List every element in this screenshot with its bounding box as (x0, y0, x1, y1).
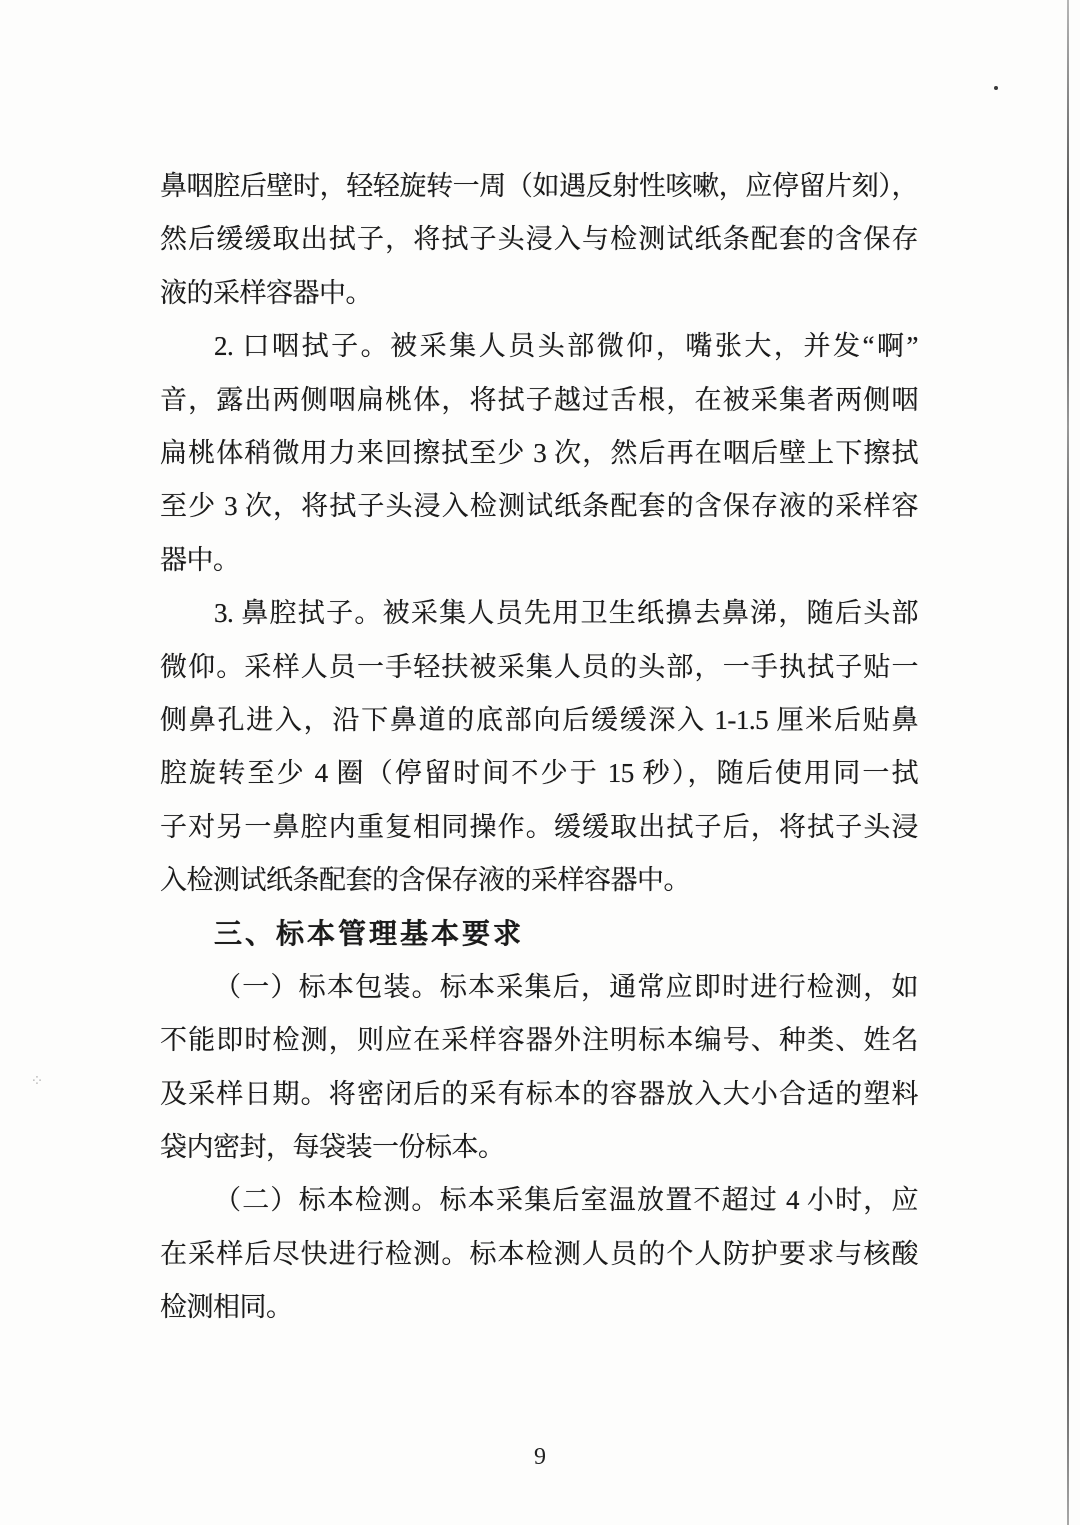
text-line: （二）标本检测。标本采集后室温放置不超过 4 小时，应 (214, 1185, 918, 1216)
text-line: 然后缓缓取出拭子，将拭子头浸入与检测试纸条配套的含保存 (160, 224, 918, 255)
text-line: 在采样后尽快进行检测。标本检测人员的个人防护要求与核酸 (160, 1238, 918, 1269)
text-line: 至少 3 次，将拭子头浸入检测试纸条配套的含保存液的采样容 (160, 491, 918, 522)
text-line: 液的采样容器中。 (160, 277, 372, 308)
section-heading: 三、标本管理基本要求 (214, 918, 525, 950)
text-line: 及采样日期。将密闭后的采有标本的容器放入大小合适的塑料 (160, 1078, 918, 1109)
page-number: 9 (534, 1444, 546, 1470)
scan-smudge-artifact: ⁘ (30, 1071, 44, 1090)
text-line: 腔旋转至少 4 圈（停留时间不少于 15 秒），随后使用同一拭 (160, 758, 918, 789)
text-line: 3. 鼻腔拭子。被采集人员先用卫生纸擤去鼻涕，随后头部 (214, 598, 918, 629)
text-line: 检测相同。 (160, 1292, 293, 1323)
scan-dot-artifact (994, 86, 998, 90)
text-line: 器中。 (160, 544, 240, 575)
text-line: 不能即时检测，则应在采样容器外注明标本编号、种类、姓名 (160, 1025, 918, 1056)
text-line: 微仰。采样人员一手轻扶被采集人员的头部，一手执拭子贴一 (160, 651, 918, 682)
text-line: 子对另一鼻腔内重复相同操作。缓缓取出拭子后，将拭子头浸 (160, 811, 918, 842)
text-line: 袋内密封，每袋装一份标本。 (160, 1132, 505, 1163)
text-line: 扁桃体稍微用力来回擦拭至少 3 次，然后再在咽后壁上下擦拭 (160, 437, 918, 468)
text-line: 入检测试纸条配套的含保存液的采样容器中。 (160, 865, 690, 896)
text-line: 音，露出两侧咽扁桃体，将拭子越过舌根，在被采集者两侧咽 (160, 384, 918, 415)
text-line: 2. 口咽拭子。被采集人员头部微仰，嘴张大，并发“啊” (214, 331, 918, 362)
text-block (160, 160, 918, 1335)
text-line: 鼻咽腔后壁时，轻轻旋转一周（如遇反射性咳嗽，应停留片刻）， (160, 171, 918, 201)
text-line: （一）标本包装。标本采集后，通常应即时进行检测，如 (214, 971, 918, 1002)
text-line: 侧鼻孔进入，沿下鼻道的底部向后缓缓深入 1-1.5 厘米后贴鼻 (160, 704, 918, 735)
scan-edge-artifact (1067, 0, 1069, 1525)
